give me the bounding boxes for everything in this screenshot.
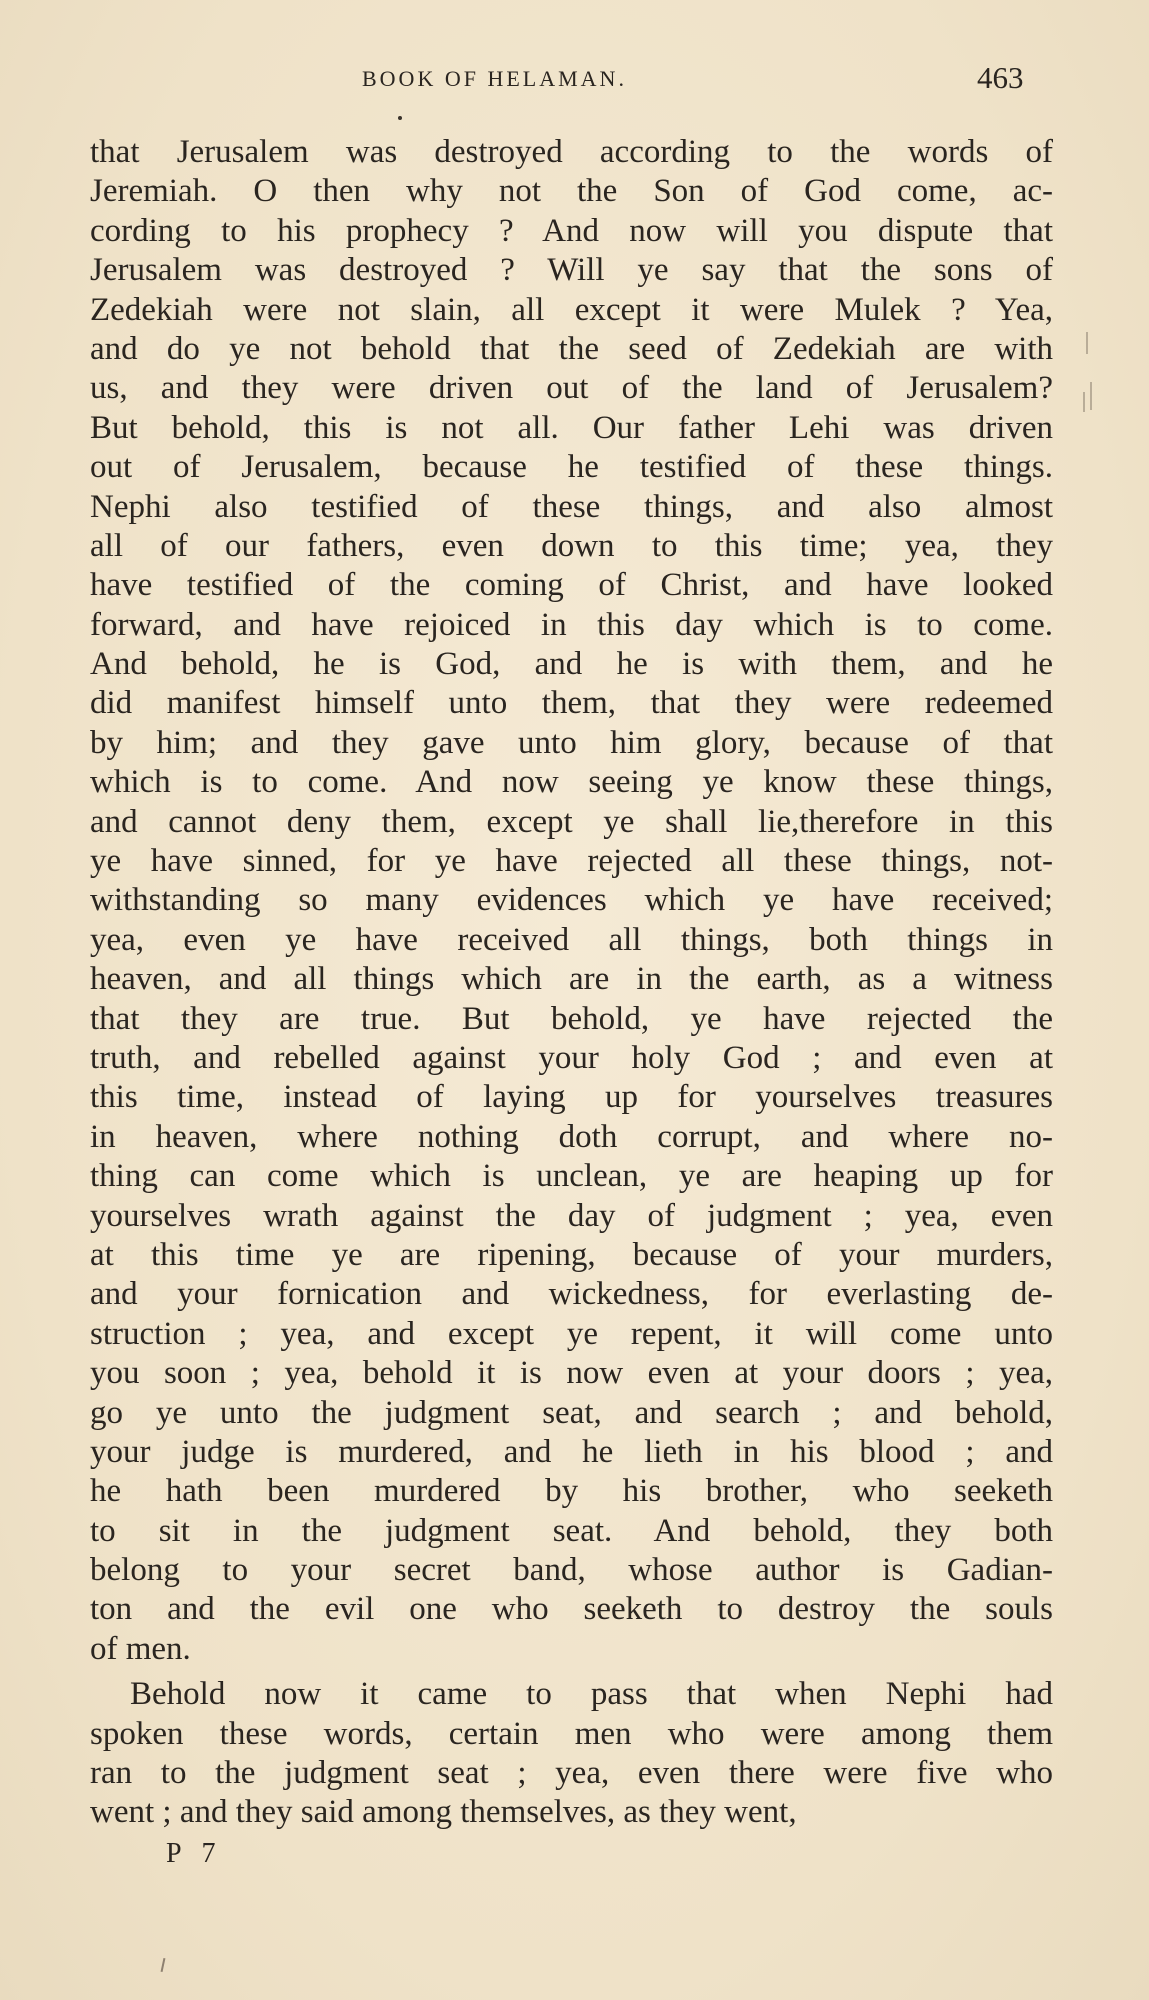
body-text bbox=[90, 133, 1053, 1833]
text-line: went ; and they said among themselves, as they went, bbox=[90, 1794, 797, 1831]
text-line: by him; and they gave unto him glory, because of that bbox=[90, 724, 1053, 761]
text-line: you soon ; yea, behold it is now even at your doors ; yea, bbox=[90, 1355, 1053, 1392]
text-line: yea, even ye have received all things, both things in bbox=[90, 921, 1053, 958]
text-line: have testified of the coming of Christ, and have looked bbox=[90, 567, 1053, 604]
page-number: 463 bbox=[977, 60, 1024, 95]
text-line: spoken these words, certain men who were among them bbox=[90, 1715, 1053, 1752]
margin-mark bbox=[1086, 332, 1088, 354]
margin-mark bbox=[1090, 382, 1092, 410]
running-head-title: BOOK OF HELAMAN. bbox=[362, 66, 627, 91]
text-line: and do ye not behold that the seed of Zedekiah are with bbox=[90, 330, 1053, 367]
text-line: did manifest himself unto them, that they were redeemed bbox=[90, 685, 1053, 722]
text-line: truth, and rebelled against your holy God ; and even at bbox=[90, 1039, 1053, 1076]
text-line: withstanding so many evidences which ye have received; bbox=[90, 882, 1053, 919]
text-line: ye have sinned, for ye have rejected all these things, not- bbox=[90, 843, 1053, 880]
text-line: out of Jerusalem, because he testified of these things. bbox=[90, 449, 1053, 486]
text-line: thing can come which is unclean, ye are heaping up for bbox=[90, 1158, 1053, 1195]
running-head bbox=[0, 60, 1149, 100]
text-line: ton and the evil one who seeketh to destroy the souls bbox=[90, 1591, 1053, 1628]
text-line: and cannot deny them, except ye shall lie,therefore in this bbox=[90, 803, 1053, 840]
text-line: Behold now it came to pass that when Nephi had bbox=[130, 1676, 1053, 1713]
text-line: Jeremiah. O then why not the Son of God come, ac- bbox=[90, 173, 1053, 210]
text-line: yourselves wrath against the day of judgment ; yea, even bbox=[90, 1197, 1053, 1234]
text-line: of men. bbox=[90, 1630, 191, 1667]
text-line: your judge is murdered, and he lieth in his blood ; and bbox=[90, 1433, 1053, 1470]
text-line: struction ; yea, and except ye repent, it will come unto bbox=[90, 1315, 1053, 1352]
text-line: But behold, this is not all. Our father Lehi was driven bbox=[90, 409, 1053, 446]
text-line: us, and they were driven out of the land of Jerusalem? bbox=[90, 370, 1053, 407]
text-line: to sit in the judgment seat. And behold, they both bbox=[90, 1512, 1053, 1549]
text-line: that Jerusalem was destroyed according to the words of bbox=[90, 134, 1053, 170]
signature-mark: P 7 bbox=[166, 1838, 223, 1869]
text-line: all of our fathers, even down to this time; yea, they bbox=[90, 527, 1053, 564]
text-line: forward, and have rejoiced in this day which is to come. bbox=[90, 606, 1053, 643]
paragraph-1 bbox=[90, 133, 1053, 1669]
text-line: in heaven, where nothing doth corrupt, and where no- bbox=[90, 1118, 1053, 1155]
text-line: ran to the judgment seat ; yea, even there were five who bbox=[90, 1755, 1053, 1792]
text-line: And behold, he is God, and he is with them, and he bbox=[90, 646, 1053, 683]
text-line: this time, instead of laying up for yourselves treasures bbox=[90, 1079, 1053, 1116]
text-line: that they are true. But behold, ye have rejected the bbox=[90, 1000, 1053, 1037]
text-line: at this time ye are ripening, because of your murders, bbox=[90, 1236, 1053, 1273]
text-line: Zedekiah were not slain, all except it were Mulek ? Yea, bbox=[90, 291, 1053, 328]
text-line: and your fornication and wickedness, for everlasting de- bbox=[90, 1276, 1053, 1313]
text-line: belong to your secret band, whose author is Gadian- bbox=[90, 1552, 1053, 1589]
margin-mark bbox=[1083, 392, 1085, 412]
text-line: Nephi also testified of these things, and also almost bbox=[90, 488, 1053, 525]
text-line: which is to come. And now seeing ye know these things, bbox=[90, 764, 1053, 801]
text-line: heaven, and all things which are in the earth, as a witness bbox=[90, 961, 1053, 998]
text-line: go ye unto the judgment seat, and search ; and behold, bbox=[90, 1394, 1053, 1431]
text-line: he hath been murdered by his brother, who seeketh bbox=[90, 1473, 1053, 1510]
text-line: cording to his prophecy ? And now will you dispute that bbox=[90, 212, 1053, 249]
printer-dot-mark bbox=[398, 116, 402, 120]
ink-tick-mark bbox=[161, 1958, 166, 1972]
text-line: Jerusalem was destroyed ? Will ye say that the sons of bbox=[90, 252, 1053, 289]
paragraph-2 bbox=[90, 1675, 1053, 1833]
